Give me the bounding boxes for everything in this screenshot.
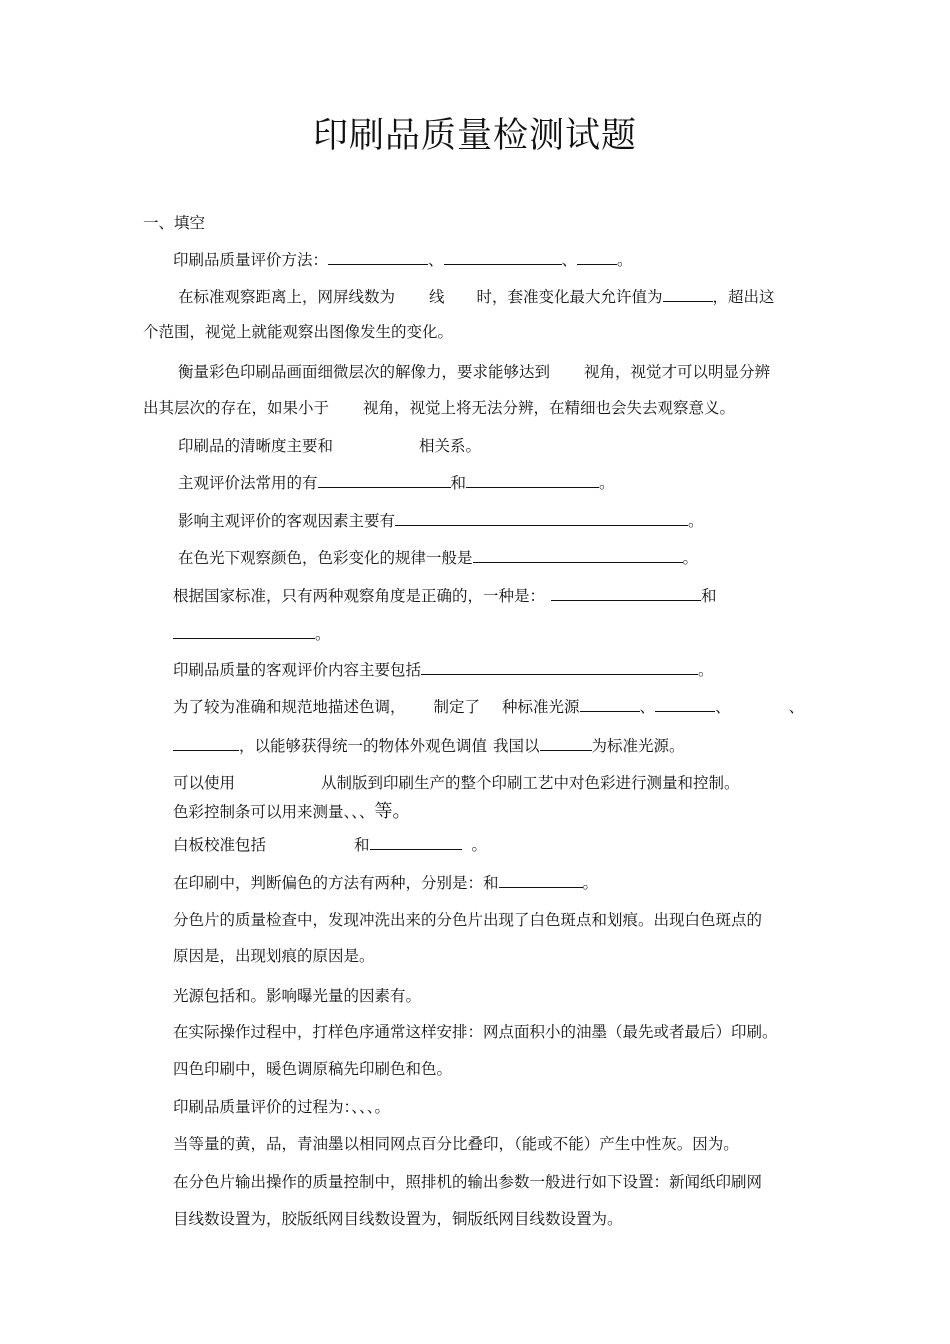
question-21-line-2: 目线数设置为，胶版纸网目线数设置为，铜版纸网目线数设置为。 xyxy=(173,1210,623,1228)
question-8-line-2: 。 xyxy=(173,624,331,644)
question-12: 色彩控制条可以用来测量、、、等。 xyxy=(173,801,411,822)
answer-blank[interactable] xyxy=(655,697,715,712)
answer-blank[interactable] xyxy=(173,736,239,751)
answer-blank[interactable] xyxy=(551,586,701,601)
question-14: 在印刷中，判断偏色的方法有两种，分别是：和 。 xyxy=(173,874,599,892)
question-19: 印刷品质量评价的过程为：、、、。 xyxy=(173,1098,391,1116)
answer-blank[interactable] xyxy=(173,624,315,639)
answer-blank[interactable] xyxy=(466,473,599,488)
answer-blank[interactable] xyxy=(540,736,592,751)
question-13: 白板校准包括 和 。 xyxy=(173,836,488,854)
answer-blank[interactable] xyxy=(370,835,462,850)
answer-blank[interactable] xyxy=(499,873,583,888)
answer-blank[interactable] xyxy=(395,511,688,526)
document-title: 印刷品质量检测试题 xyxy=(312,116,637,156)
question-1: 印刷品质量评价方法： 、 、 。 xyxy=(173,251,633,269)
question-16: 光源包括和。影响曝光量的因素有。 xyxy=(173,987,422,1005)
question-2-line-2: 个范围，视觉上就能观察出图像发生的变化。 xyxy=(143,323,454,341)
question-17: 在实际操作过程中，打样色序通常这样安排：网点面积小的油墨（最先或者最后）印刷。 xyxy=(173,1023,778,1041)
answer-blank[interactable] xyxy=(663,287,713,302)
question-5: 主观评价法常用的有 和 。 xyxy=(178,474,615,492)
question-4: 印刷品的清晰度主要和 相关系。 xyxy=(178,437,482,455)
question-3-line-1: 衡量彩色印刷品画面细微层次的解像力，要求能够达到 视角，视觉才可以明显分辨 xyxy=(178,363,771,381)
question-15-line-1: 分色片的质量检查中，发现冲洗出来的分色片出现了白色斑点和划痕。出现白色斑点的 xyxy=(173,911,763,929)
question-9: 印刷品质量的客观评价内容主要包括 。 xyxy=(173,661,714,679)
answer-blank[interactable] xyxy=(328,250,428,265)
question-10-line-1: 为了较为准确和规范地描述色调， 制定了 种标准光源 、 、 、 xyxy=(173,698,805,716)
answer-blank[interactable] xyxy=(318,473,451,488)
question-8-line-1: 根据国家标准，只有两种观察角度是正确的，一种是： 和 xyxy=(173,587,717,605)
question-21-line-1: 在分色片输出操作的质量控制中，照排机的输出参数一般进行如下设置：新闻纸印刷网 xyxy=(173,1173,763,1191)
section-heading: 一、填空 xyxy=(143,214,206,232)
answer-blank[interactable] xyxy=(577,250,617,265)
question-7: 在色光下观察颜色，色彩变化的规律一般是 。 xyxy=(178,549,699,567)
question-15-line-2: 原因是，出现划痕的原因是。 xyxy=(173,947,375,965)
answer-blank[interactable] xyxy=(473,548,683,563)
question-3-line-2: 出其层次的存在，如果小于 视角，视觉上将无法分辨，在精细也会失去观察意义。 xyxy=(143,399,736,417)
question-2-line-1: 在标准观察距离上，网屏线数为 线 时，套准变化最大允许值为 ，超出这 xyxy=(178,288,775,306)
answer-blank[interactable] xyxy=(580,697,640,712)
answer-blank[interactable] xyxy=(421,660,698,675)
question-10-line-2: ，以能够获得统一的物体外观色调值 我国以 为标准光源。 xyxy=(173,736,685,756)
question-20: 当等量的黄，品，青油墨以相同网点百分比叠印，（能或不能）产生中性灰。因为。 xyxy=(173,1135,739,1153)
question-18: 四色印刷中，暖色调原稿先印刷色和色。 xyxy=(173,1060,453,1078)
question-11: 可以使用 从制版到印刷生产的整个印刷工艺中对色彩进行测量和控制。 xyxy=(173,774,740,792)
question-6: 影响主观评价的客观因素主要有 。 xyxy=(178,512,704,530)
answer-blank[interactable] xyxy=(444,250,562,265)
